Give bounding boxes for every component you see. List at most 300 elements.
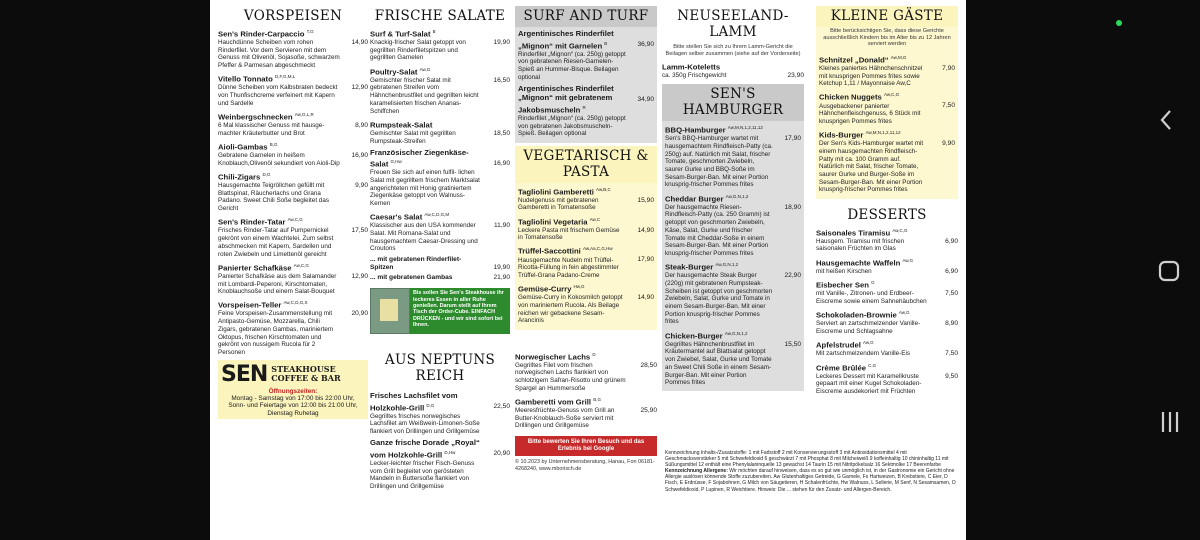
- menu-item-desc: Gemischter frischer Salat mit gebratenen Streifen vom Hähnchenbrustfilet und gegrillten leicht karamelisierten frischen Ananas-Schiffchen: [370, 76, 479, 115]
- allergen-codes: Aw,G,N,1,2: [715, 262, 739, 268]
- menu-item-title: Argentinisches Rinderfilet „Mignon“ mit gebratenem Jakobsmuscheln: [518, 83, 614, 115]
- menu-item-price: 18,90: [784, 203, 801, 211]
- kleine-list: [816, 51, 958, 199]
- menu-item-title: Hausgemachte Waffeln: [816, 258, 901, 268]
- allergen-codes: Aw,C,D,G,S: [283, 300, 308, 306]
- menu-item: [819, 53, 955, 88]
- menu-item-body: [518, 84, 628, 138]
- menu-item: [218, 140, 368, 167]
- allergen-codes: Aw,G: [419, 66, 431, 72]
- salate-column: [370, 6, 510, 493]
- menu-item-title: Vitello Tonnato: [218, 74, 273, 84]
- logo-row: [221, 362, 365, 387]
- navigation-bar: [1130, 0, 1200, 540]
- menu-item-desc: Freuen Sie sich auf einen fulfil- lichen Salat mit gegrilltem frischem Marktsalat angerichteten mit Honig gratiniertem Ziegenkäse getoppt von Walnuss-Kernen: [370, 169, 480, 208]
- menu-item-title: Cheddar Burger: [665, 194, 724, 204]
- menu-item-title: Poultry-Salat: [370, 67, 418, 77]
- menu-item-body: [518, 29, 628, 81]
- menu-item-desc: Feine Vorspeisen-Zusammenstellung mit Antipasto-Gemüse, Mozzarella, Chili Zigars, gebratenen Gambas, mariniertem Oktopus, frischen Kirschtomaten und gekrönt von nussigem Rucola für 2 Personen: [218, 310, 334, 356]
- menu-item-title: Steak-Burger: [665, 262, 714, 272]
- allergen-codes: Aw,M,N,1,2,11,12: [727, 125, 763, 131]
- allergen-codes: T,G: [306, 29, 314, 34]
- menu-item-desc: Mit zartschmelzendem Vanille-Eis: [816, 350, 911, 358]
- menu-item: [218, 170, 368, 213]
- menu-item-title: Norwegischer Lachs: [515, 352, 591, 362]
- allergen-codes: Aw,C,G: [883, 92, 900, 98]
- menu-item-desc: Frisches Rinder-Tatar auf Pumpernickel gekrönt von einem Wachtelei. Zum selbst abschmecken mit Kapern, Sardellen und roten Zwiebeln und Limettenöl gereicht: [218, 227, 334, 258]
- allergen-codes: R: [582, 104, 586, 110]
- allergen-codes: Aw,M,N,1,2,11,12: [865, 130, 901, 136]
- allergen-codes: B: [604, 40, 608, 46]
- menu-item-price: 11,90: [493, 222, 510, 230]
- menu-item-desc: Rinderfilet „Mignon“ (ca. 250g) getoppt von gebratenen Riesen-Garnelen-Spieß an Hummer-Bisque. Beilagen optional: [518, 50, 626, 81]
- allergen-codes: B,G: [593, 396, 601, 402]
- copyright-footer: © 10.2023 by Unternehmensberatung, Hanau, Fon 06181-4268240, www.mborisch.de: [515, 459, 655, 472]
- hamburger-box: [662, 84, 804, 391]
- menu-item-name: [816, 226, 930, 238]
- allergen-codes: Aw,Aa,C,G,Hw: [582, 246, 613, 252]
- menu-item: [518, 282, 654, 325]
- menu-item: [515, 350, 657, 393]
- kleine-intro: Bitte berücksichtigen Sie, dass diese Gerichte ausschließlich Kindern bis im Alter bis zu 12 Jahren serviert werden: [823, 28, 951, 48]
- menu-item-price: 16,90: [351, 152, 368, 160]
- menu-item-body: [816, 361, 932, 396]
- menu-item: [370, 148, 510, 208]
- menu-item-name: [370, 210, 482, 222]
- menu-item-name: [518, 282, 626, 294]
- menu-item-price: 7,50: [945, 350, 958, 358]
- menu-item-name: [518, 29, 626, 51]
- menu-item-price: 12,90: [351, 272, 368, 280]
- menu-item-price: 25,90: [640, 406, 657, 414]
- kleine-column: [816, 6, 958, 398]
- menu-item-name: [218, 27, 340, 39]
- menu-item-price: 9,90: [355, 181, 368, 189]
- menu-item-name: [218, 261, 340, 273]
- neptun-title: AUS NEPTUNS REICH: [384, 352, 496, 385]
- menu-item-title: Chicken Nuggets: [819, 93, 882, 103]
- menu-item-desc: Sen's BBQ-Hamburger wartet mit hausgemachtem Rindfleisch-Patty (ca. 250g) auf. Natürlich mit Salat, frischer Tomate, geschmorten Zwiebeln, saurer Gurke und BBQ-Soße im Sesam-Burger-Ban. Mit einer Portion knusprig-frischer Pommes frites: [665, 135, 773, 189]
- menu-item-desc: Leckere Pasta mit frischem Gemüse in Tomatensoße: [518, 226, 620, 242]
- hamburger-title: SEN'S HAMBURGER: [662, 84, 804, 121]
- menu-item: [370, 438, 510, 490]
- menu-item-price: 7,90: [942, 64, 955, 72]
- menu-item-desc: mit heißen Kirschen: [816, 267, 872, 275]
- menu-item-name: [819, 53, 927, 65]
- menu-item-body: [370, 65, 484, 116]
- menu-item-price: 17,90: [784, 135, 801, 143]
- menu-item-name: [218, 140, 340, 152]
- salad-addon: [370, 256, 510, 272]
- allergen-codes: Aw,C,G: [293, 262, 309, 268]
- menu-page: [210, 0, 966, 540]
- menu-item-body: [218, 261, 342, 296]
- menu-item-title: Trüffel-Saccottini: [518, 247, 581, 257]
- allergen-codes: Aw,C,D,G,M: [424, 212, 450, 218]
- menu-item: [218, 110, 368, 137]
- menu-item-desc: Kleines paniertes Hähnchenschnitzel mit knusprigen Pommes frites sowie Ketchup 1,11 / Mayonnaise Aw,C: [819, 64, 923, 88]
- menu-item-desc: Lecker-leichter frischer Fisch-Genuss vom Grill begleitet von gerösteten Mandeln in Buttersoße flankiert von Drillingen und Grillgemüse: [370, 459, 475, 491]
- allergen-codes: Aw,G: [898, 310, 910, 316]
- menu-item-price: 6,90: [945, 267, 958, 275]
- menu-item-desc: Gegrilltes Filet vom frischen norwegischen Lachs flankiert von schlotzigem Safran-Risotto und grünem Spargel an Hummersoße: [515, 361, 626, 392]
- menu-item-name: [665, 329, 773, 341]
- menu-item-body: [665, 329, 775, 387]
- menu-item-body: [370, 148, 484, 208]
- desserts-title: DESSERTS: [847, 206, 927, 223]
- lamm-intro: Bitte stellen Sie sich zu Ihrem Lamm-Gericht die Beilagen selber zusammen (siehe auf der Vorderseite): [665, 44, 801, 57]
- allergen-codes: G,Hw: [390, 159, 402, 165]
- menu-item-body: [218, 72, 342, 107]
- menu-item-title: Gemüse-Curry: [518, 284, 572, 294]
- menu-item-price: 12,90: [351, 84, 368, 92]
- addon-price: 21,90: [493, 274, 510, 282]
- menu-item-name: [662, 60, 776, 72]
- order-cube-promo: [370, 288, 510, 334]
- google-rating-banner[interactable]: Bitte bewerten Sie Ihren Besuch und das Erlebnis bei Google: [515, 436, 657, 456]
- allergen-codes: D,G: [262, 171, 271, 177]
- allergen-text: Wir möchten darauf hinweisen, dass es so gut wie unmöglich ist, in der Gastronomie ein Gericht ohne Allergie auslösen könnende Stoffe zuzubereiten. Aw Glutenhaltiges Getreide, G Garnele, Fs Hartweizen, B Krebstiere, C Eier, D Fisch, E Erdnüsse, F Sojabohnen, G Milch von Säugetieren, H Schalenfrüchte, Hw Walnuss, L Sellerie, M Senf, N Sesamsamen, O Schwefeldioxid, P Lupinen, R Weichtiere. Hinweis: Die ... stehen für den Zusatz- und Allergen-Bereich.: [665, 468, 956, 493]
- allergen-codes: Aw,G,N,1,2: [725, 193, 749, 199]
- menu-item-title: Frisches Lachsfilet vom Holzkohle-Grill: [370, 391, 458, 413]
- menu-item-price: 28,50: [640, 361, 657, 369]
- menu-item-desc: Nudelgenuss mit gebratenen Gamberetti in Tomatensoße: [518, 196, 599, 212]
- menu-item-title: Aioli-Gambas: [218, 142, 268, 152]
- surf-box: [515, 6, 657, 143]
- additives-text: Kennzeichnung Inhalts-/Zusatzstoffe: 1 mit Farbstoff 2 mit Konservierungsstoff 3 mit Antioxidationsmittel 4 mit Geschmacksverstärker 5 mit Schwefeldioxid 6 geschwärzt 7 mit Phosphat 8 mit Milcheiweiß 9 koffeinhaltig 10 chininhaltig 11 mit Süßungsmittel 12 enthält eine Phenylalaninquelle 13 gewachst 14 Taurin 15 mit Nitritpökelsalz 16 Sektmolke 17 Beerenfarbe: [665, 450, 949, 469]
- opening-hours-line: Sonn- und Feiertage von 12:00 bis 21:00 Uhr,: [228, 402, 358, 410]
- kleine-box: [816, 6, 958, 199]
- menu-item-desc: Knackig-frischer Salat getoppt von gegrillten Rinderfiletspitzen und gegrillten Garnelen: [370, 39, 466, 62]
- menu-item-name: [665, 260, 773, 272]
- menu-item-title: Argentinisches Rinderfilet „Mignon“ mit Garnelen: [518, 29, 614, 51]
- allergen-codes: D,F,G,M,L: [274, 74, 296, 80]
- menu-item-desc: Panierter Schafkäse aus dem Salamander mit Lombardi-Peperoni, Kirschtomaten, Knoblauchsoße und einem Salat-Bouquet: [218, 272, 337, 296]
- menu-item: [218, 72, 368, 107]
- salad-addon: [370, 274, 510, 282]
- menu-item-price: 9,90: [942, 140, 955, 148]
- back-button[interactable]: [1158, 108, 1174, 137]
- menu-item-price: 17,50: [351, 227, 368, 235]
- menu-item: [816, 308, 958, 335]
- menu-item-desc: Hausgem. Tiramisu mit frischen saisonalen Früchten im Glas: [816, 237, 905, 253]
- chevron-left-icon: [1158, 108, 1174, 132]
- menu-item-body: [370, 391, 484, 436]
- surf-list: [515, 27, 657, 143]
- menu-item-name: [370, 27, 482, 39]
- hamburger-list: [662, 121, 804, 391]
- menu-item: [662, 60, 804, 80]
- menu-item: [518, 215, 654, 242]
- menu-item-body: [370, 118, 484, 145]
- menu-item: [665, 192, 801, 258]
- menu-item-title: Chicken-Burger: [665, 331, 723, 341]
- menu-item-desc: Rinderfilet „Mignon“ (ca. 250g) getoppt von gebratenen Jakobsmuscheln-Spieß. Beilagen optional: [518, 114, 626, 138]
- menu-item-body: [518, 185, 628, 212]
- menu-item-body: [370, 438, 484, 490]
- menu-item-price: 36,90: [637, 41, 654, 48]
- menu-item-body: [665, 260, 775, 326]
- allergen-codes: Aw,G: [863, 340, 874, 346]
- menu-item-body: [816, 256, 932, 276]
- menu-item-title: Eisbecher Sen: [816, 280, 869, 290]
- menu-item-body: [665, 192, 775, 258]
- menu-item: [665, 123, 801, 189]
- menu-item-title: Chili-Zigars: [218, 172, 261, 182]
- menu-item-price: 7,50: [945, 290, 958, 298]
- menu-item-name: [816, 278, 930, 290]
- menu-item: [819, 90, 955, 125]
- menu-item-desc: Ausgebackener panierter Hähnchenfleischgenuss, 6 Stück mit knusprigen Pommes frites: [819, 102, 921, 125]
- kleine-title: KLEINE GÄSTE: [816, 6, 958, 27]
- menu-item-title: Crème Brûlée: [816, 363, 866, 373]
- menu-item-price: 6,90: [945, 237, 958, 245]
- allergen-codes: Aw,C: [589, 216, 601, 222]
- menu-item-title: Kids-Burger: [819, 130, 864, 140]
- menu-item-desc: Meeresfrüchte-Genuss vom Grill an Butter-Knoblauch-Soße serviert mit Drillingen und Grillgemüse: [515, 406, 615, 430]
- salate-title: FRISCHE SALATE: [374, 8, 506, 24]
- menu-item-title: Vorspeisen-Teller: [218, 300, 282, 310]
- order-cube-image: [370, 288, 410, 334]
- menu-item-body: [218, 110, 342, 137]
- menu-item: [218, 27, 368, 70]
- menu-item-title: Rumpsteak-Salat: [370, 120, 433, 130]
- menu-item-body: [218, 27, 342, 70]
- menu-item-body: [816, 338, 932, 358]
- addon-label: ... mit gebratenen Gambas: [370, 274, 453, 282]
- allergen-codes: Aw,M,G: [890, 54, 907, 60]
- menu-item-title: Caesar's Salat: [370, 212, 423, 222]
- vorspeisen-column: [218, 6, 368, 419]
- allergen-codes: Aw,C,G: [892, 227, 908, 233]
- addon-price: 19,90: [493, 263, 510, 271]
- menu-item-price: 22,50: [493, 403, 510, 411]
- menu-item-name: [816, 361, 930, 373]
- menu-item-body: [515, 395, 631, 430]
- menu-item-name: [665, 192, 773, 204]
- menu-item: [816, 278, 958, 305]
- salate-list: [370, 27, 510, 253]
- menu-item-price: 8,90: [945, 320, 958, 328]
- menu-item: [518, 84, 654, 138]
- menu-item: [816, 226, 958, 253]
- menu-item-price: 14,90: [637, 226, 654, 234]
- menu-item: [518, 185, 654, 212]
- brand-logo: SEN: [221, 361, 268, 387]
- menu-item-name: [816, 338, 930, 350]
- logo-subtitle: [271, 365, 340, 383]
- order-cube-text: Bis sollen Sie Sen's Steakhouse ihr leckeres Essen in aller Ruhe genießen. Darum stellt auf Ihrem Tisch der Order-Cube. EINFACH DRÜCKEN - und wir sind sofort bei Ihnen.: [410, 288, 510, 334]
- menu-item-price: 15,90: [637, 196, 654, 204]
- menu-item-title: Panierter Schafkäse: [218, 263, 292, 273]
- allergen-codes: G: [871, 280, 875, 286]
- menu-item-name: [816, 256, 930, 268]
- menu-item-name: [518, 215, 626, 227]
- menu-item-desc: Gebratene Garnelen in heißem Knoblauch,Olivenöl sekundiert von Aioli-Dip: [218, 152, 340, 167]
- menu-item-name: [819, 90, 927, 102]
- menu-item-price: 19,90: [493, 39, 510, 46]
- menu-item-title: Sen's Rinder-Tatar: [218, 217, 286, 227]
- menu-item: [816, 256, 958, 276]
- menu-item-price: 14,90: [351, 39, 368, 46]
- recents-button[interactable]: [1160, 410, 1180, 439]
- menu-item-desc: Der Sen's Kids-Hamburger wartet mit einem hausgemachten Rindfleisch-Patty mit ca. 100 Gramm auf. Natürlich mit Salat, frischer Tomate, saurer Gurke und Burger-Soße im Sesam-Burger-Ban. Mit einer Portion knusprig-frischer Pommes frites: [819, 140, 924, 194]
- menu-item-body: [819, 53, 929, 88]
- menu-item-name: [370, 65, 482, 77]
- menu-item-body: [218, 215, 342, 258]
- additives-notes: [665, 450, 957, 538]
- opening-hours-line: Montag - Samstag von 17:00 bis 22:00 Uhr,: [231, 394, 355, 402]
- menu-item-price: 34,90: [637, 95, 654, 103]
- vegetarisch-list: [515, 183, 657, 330]
- menu-item-price: 20,90: [351, 310, 368, 318]
- logo-line1: STEAKHOUSE: [271, 364, 336, 375]
- menu-item-desc: Gegrilltes Hähnchenbrustfilet im Kräutermantel auf Blattsalat getoppt von Zwiebel, Salat, Gurke und Tomate an Sweet Chili Soße in einem Sesam-Burger-Ban. Mit einer Portion Pommes frites: [665, 340, 772, 387]
- allergen-codes: Aw,C,G: [287, 217, 303, 223]
- fisch-list: [515, 350, 657, 431]
- menu-item: [819, 128, 955, 194]
- menu-item-desc: Hausgemachte Teigröllchen gefüllt mit Blattspinat, Räucherlachs und Grana Padano. Sweet Chili Soße begleitet das Gericht: [218, 182, 329, 213]
- menu-item: [518, 29, 654, 81]
- menu-item-body: [370, 210, 484, 253]
- addon-label: ... mit gebratenen Rinderfilet-Spitzen: [370, 255, 462, 271]
- menu-item-title: Tagliolini Gamberetti: [518, 187, 594, 197]
- menu-item-price: 16,90: [493, 159, 510, 167]
- menu-item-price: 7,50: [942, 102, 955, 110]
- desserts-list: [816, 226, 958, 396]
- menu-item-body: [218, 298, 342, 356]
- menu-item-body: [816, 226, 932, 253]
- menu-item: [370, 27, 510, 62]
- menu-item-title: Sen's Rinder-Carpaccio: [218, 29, 305, 39]
- menu-item-body: [370, 27, 484, 62]
- menu-item-desc: Hauchdünne Scheiben vom rohen Rinderfilet. Vor dem Servieren mit dem Genuss mit Olivenöl, Sojasoße, schwarzem Pfeffer & Parmesan abgeschmeckt: [218, 39, 340, 70]
- menu-item-body: [518, 215, 628, 242]
- menu-item-name: [819, 128, 927, 140]
- menu-item-price: 17,90: [637, 256, 654, 264]
- menu-item-body: [518, 282, 628, 325]
- menu-item-desc: Dünne Scheiben vom Kalbsbraten bedeckt von Thunfischcreme verfeinert mit Kapern und Sardelle: [218, 84, 338, 107]
- menu-item-body: [816, 278, 932, 305]
- menu-item-title: BBQ-Hamburger: [665, 125, 726, 135]
- camera-indicator: [1116, 20, 1122, 26]
- menu-item-body: [662, 60, 778, 80]
- menu-item: [816, 338, 958, 358]
- menu-item-body: [518, 244, 628, 279]
- neptun-list: [370, 391, 510, 491]
- menu-item: [665, 329, 801, 387]
- menu-item-price: 9,50: [945, 372, 958, 380]
- menu-item-desc: ca. 350g Frischgewicht: [662, 72, 727, 80]
- opening-hours-line: Dienstag Ruhetag: [267, 409, 319, 417]
- allergen-codes: Aw,G: [902, 257, 914, 263]
- menu-item-desc: Leckeres Dessert mit Karamellkruste gepaart mit einer Kugel Schokoladen-Eiscreme ausdekoriert mit Früchten: [816, 372, 922, 395]
- menu-item-body: [819, 128, 929, 194]
- allergen-title: Kennzeichnung Allergene:: [665, 468, 728, 475]
- menu-item-body: [218, 170, 342, 213]
- menu-item-name: [816, 308, 930, 320]
- menu-item-name: [218, 215, 340, 227]
- menu-item: [370, 391, 510, 436]
- recents-bars-icon: [1160, 410, 1180, 434]
- menu-item-name: [370, 118, 482, 130]
- menu-item: [665, 260, 801, 326]
- menu-item-name: [370, 391, 482, 413]
- menu-item: [816, 361, 958, 396]
- home-button[interactable]: [1158, 260, 1180, 287]
- home-square-icon: [1158, 260, 1180, 282]
- surf-column: [515, 6, 657, 472]
- menu-item: [218, 261, 368, 296]
- menu-item-body: [819, 90, 929, 125]
- menu-item-price: 20,90: [493, 450, 510, 458]
- menu-item-title: Saisonales Tiramisu: [816, 228, 891, 238]
- allergen-codes: B: [432, 29, 436, 34]
- vorspeisen-title: VORSPEISEN: [243, 8, 343, 24]
- menu-item-name: [518, 244, 626, 256]
- menu-item-name: [515, 350, 629, 362]
- menu-item-name: [218, 110, 340, 122]
- menu-item-name: [515, 395, 629, 407]
- menu-item-title: Tagliolini Vegetaria: [518, 217, 588, 227]
- menu-item-desc: Serviert an zartschmelzender Vanille-Eiscreme und Schlagsahne: [816, 320, 921, 335]
- menu-item-desc: Klassischer aus den USA kommender Salat. Mit Romana-Salat und hausgemachtem Caesar-Dressing und Croutons: [370, 222, 478, 253]
- menu-item: [370, 210, 510, 253]
- menu-item-body: [816, 308, 932, 335]
- menu-item-body: [515, 350, 631, 393]
- menu-item-title: Schnitzel „Donald“: [819, 55, 889, 65]
- menu-item-price: 16,50: [493, 76, 510, 84]
- menu-item-price: 18,50: [493, 129, 510, 137]
- menu-item-body: [218, 140, 342, 167]
- menu-item-title: Französischer Ziegenkäse-Salat: [370, 147, 469, 169]
- allergen-codes: D: [592, 351, 596, 357]
- cube-shape: [380, 299, 398, 321]
- menu-item-title: Lamm-Koteletts: [662, 62, 721, 72]
- menu-item-title: Ganze frische Dorade „Royal“ vom Holzkohle-Grill: [370, 438, 480, 460]
- surf-title: SURF AND TURF: [515, 6, 657, 27]
- menu-item-title: Schokoladen-Brownie: [816, 310, 897, 320]
- allergen-codes: D,G: [426, 402, 435, 408]
- allergen-codes: Hw,G: [573, 284, 585, 290]
- menu-item-desc: Gemischter Salat mit gegrillten Rumpsteak-Streifen: [370, 129, 456, 145]
- menu-item-name: [218, 170, 340, 182]
- vegetarisch-title: VEGETARISCH & PASTA: [515, 146, 657, 183]
- menu-item-name: [370, 148, 482, 170]
- menu-item: [370, 118, 510, 145]
- menu-item: [515, 395, 657, 430]
- menu-item-title: Surf & Turf-Salat: [370, 29, 431, 39]
- menu-item-desc: mit Vanille-, Zitronen- und Erdbeer-Eiscreme sowie einem Sahnehäubchen: [816, 290, 927, 305]
- brand-box: [218, 360, 368, 419]
- menu-item: [370, 65, 510, 116]
- opening-hours-title: Öffnungszeiten:: [268, 387, 318, 395]
- menu-item-price: 22,90: [784, 272, 801, 280]
- menu-item-desc: 6 Mal klassischer Genuss mit hausge-machter Kräuterbutter und Brot: [218, 122, 325, 137]
- menu-item-name: [218, 72, 340, 84]
- menu-item-price: 15,50: [784, 340, 801, 348]
- menu-item-body: [665, 123, 775, 189]
- menu-item-title: Apfelstrudel: [816, 340, 861, 350]
- menu-item-desc: Gegrilltes frisches norwegisches Lachsfilet am Weißwein-Limonen-Soße flankiert von Drillingen und Grillgemüse: [370, 412, 480, 436]
- lamm-column: [662, 6, 804, 391]
- menu-item: [518, 244, 654, 279]
- allergen-codes: Aw,B,C: [596, 186, 611, 192]
- allergen-codes: Aw,G,L,R: [294, 112, 314, 118]
- menu-item-name: [518, 185, 626, 197]
- menu-item-price: 14,90: [637, 294, 654, 302]
- menu-item-title: Weinbergschnecken: [218, 112, 293, 122]
